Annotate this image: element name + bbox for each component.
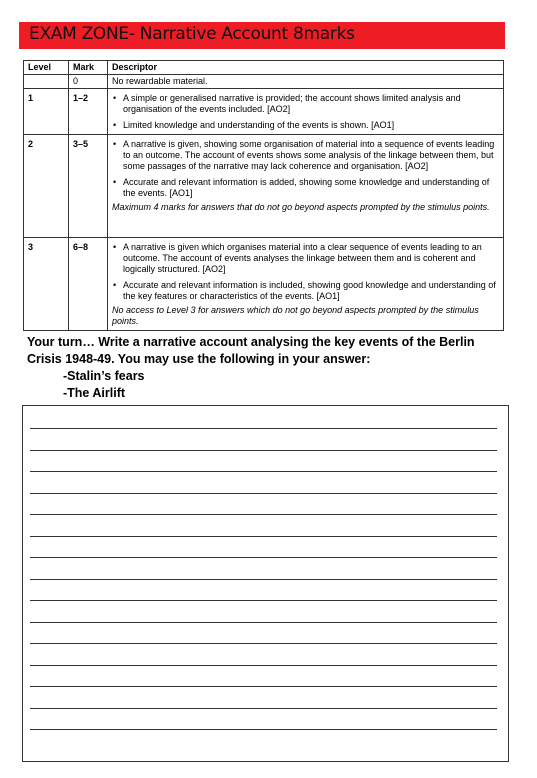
descriptor-cell xyxy=(108,75,504,89)
descriptor-bullet: • A simple or generalised narrative is provided; the account shows limited analysis and organisation of the events included. [AO2] xyxy=(112,90,499,117)
descriptor-bullet: • A narrative is given which organises material into a clear sequence of events leading to an outcome. The account of events analyses the linkage between them and is coherent and logically structured. [AO2] xyxy=(112,239,499,277)
writing-line xyxy=(30,729,497,730)
descriptor-bullet: • A narrative is given, showing some organisation of material into a sequence of events leading to an outcome. The account of events shows some analysis of the linkage between them, but some passages of the narrative may lack coherence and organisation. [AO2] xyxy=(112,136,499,174)
writing-line xyxy=(30,557,497,558)
writing-line xyxy=(30,708,497,709)
mark-cell: 0 xyxy=(69,75,108,89)
answer-writing-area[interactable] xyxy=(22,405,509,762)
descriptor-cell xyxy=(108,135,504,238)
descriptor-note: Maximum 4 marks for answers that do not go beyond aspects prompted by the stimulus points. xyxy=(112,202,490,212)
level-cell: 1 xyxy=(24,89,69,135)
header-level: Level xyxy=(24,61,69,75)
writing-line xyxy=(30,536,497,537)
table-row xyxy=(24,75,504,89)
table-header-row xyxy=(24,61,504,75)
descriptor-bullet: • Accurate and relevant information is added, showing some knowledge and understanding of the events. [AO1] xyxy=(112,174,499,201)
writing-line xyxy=(30,471,497,472)
header-descriptor: Descriptor xyxy=(108,61,504,75)
writing-line xyxy=(30,450,497,451)
writing-line xyxy=(30,600,497,601)
descriptor-note: No access to Level 3 for answers which do not go beyond aspects prompted by the stimulus points. xyxy=(112,305,479,326)
table-row xyxy=(24,238,504,331)
mark-scheme-table xyxy=(23,60,504,331)
writing-line xyxy=(30,686,497,687)
writing-line xyxy=(30,493,497,494)
mark-cell: 3–5 xyxy=(69,135,108,238)
writing-line xyxy=(30,428,497,429)
banner-title: EXAM ZONE- Narrative Account 8marks xyxy=(29,24,355,44)
descriptor-bullet: • Limited knowledge and understanding of the events is shown. [AO1] xyxy=(112,117,499,133)
table-row xyxy=(24,135,504,238)
writing-line xyxy=(30,665,497,666)
level-cell xyxy=(24,75,69,89)
mark-cell: 1–2 xyxy=(69,89,108,135)
descriptor-cell xyxy=(108,238,504,331)
level-cell: 2 xyxy=(24,135,69,238)
prompt-item: -The Airlift xyxy=(63,386,126,400)
header-mark: Mark xyxy=(69,61,108,75)
task-instruction: Your turn… Write a narrative account analysing the key events of the Berlin Crisis 1948-49. You may use the following in your answer: xyxy=(27,335,475,366)
level-cell: 3 xyxy=(24,238,69,331)
exam-zone-banner xyxy=(19,22,505,49)
mark-cell: 6–8 xyxy=(69,238,108,331)
descriptor-text: No rewardable material. xyxy=(112,76,208,86)
descriptor-bullet: • Accurate and relevant information is included, showing good knowledge and understanding of the key features or characteristics of the events. [AO1] xyxy=(112,277,499,304)
prompt-item: -Stalin’s fears xyxy=(63,369,145,383)
descriptor-cell xyxy=(108,89,504,135)
writing-line xyxy=(30,622,497,623)
table-row xyxy=(24,89,504,135)
writing-line xyxy=(30,514,497,515)
writing-line xyxy=(30,579,497,580)
writing-line xyxy=(30,643,497,644)
task-prompt xyxy=(27,334,507,402)
